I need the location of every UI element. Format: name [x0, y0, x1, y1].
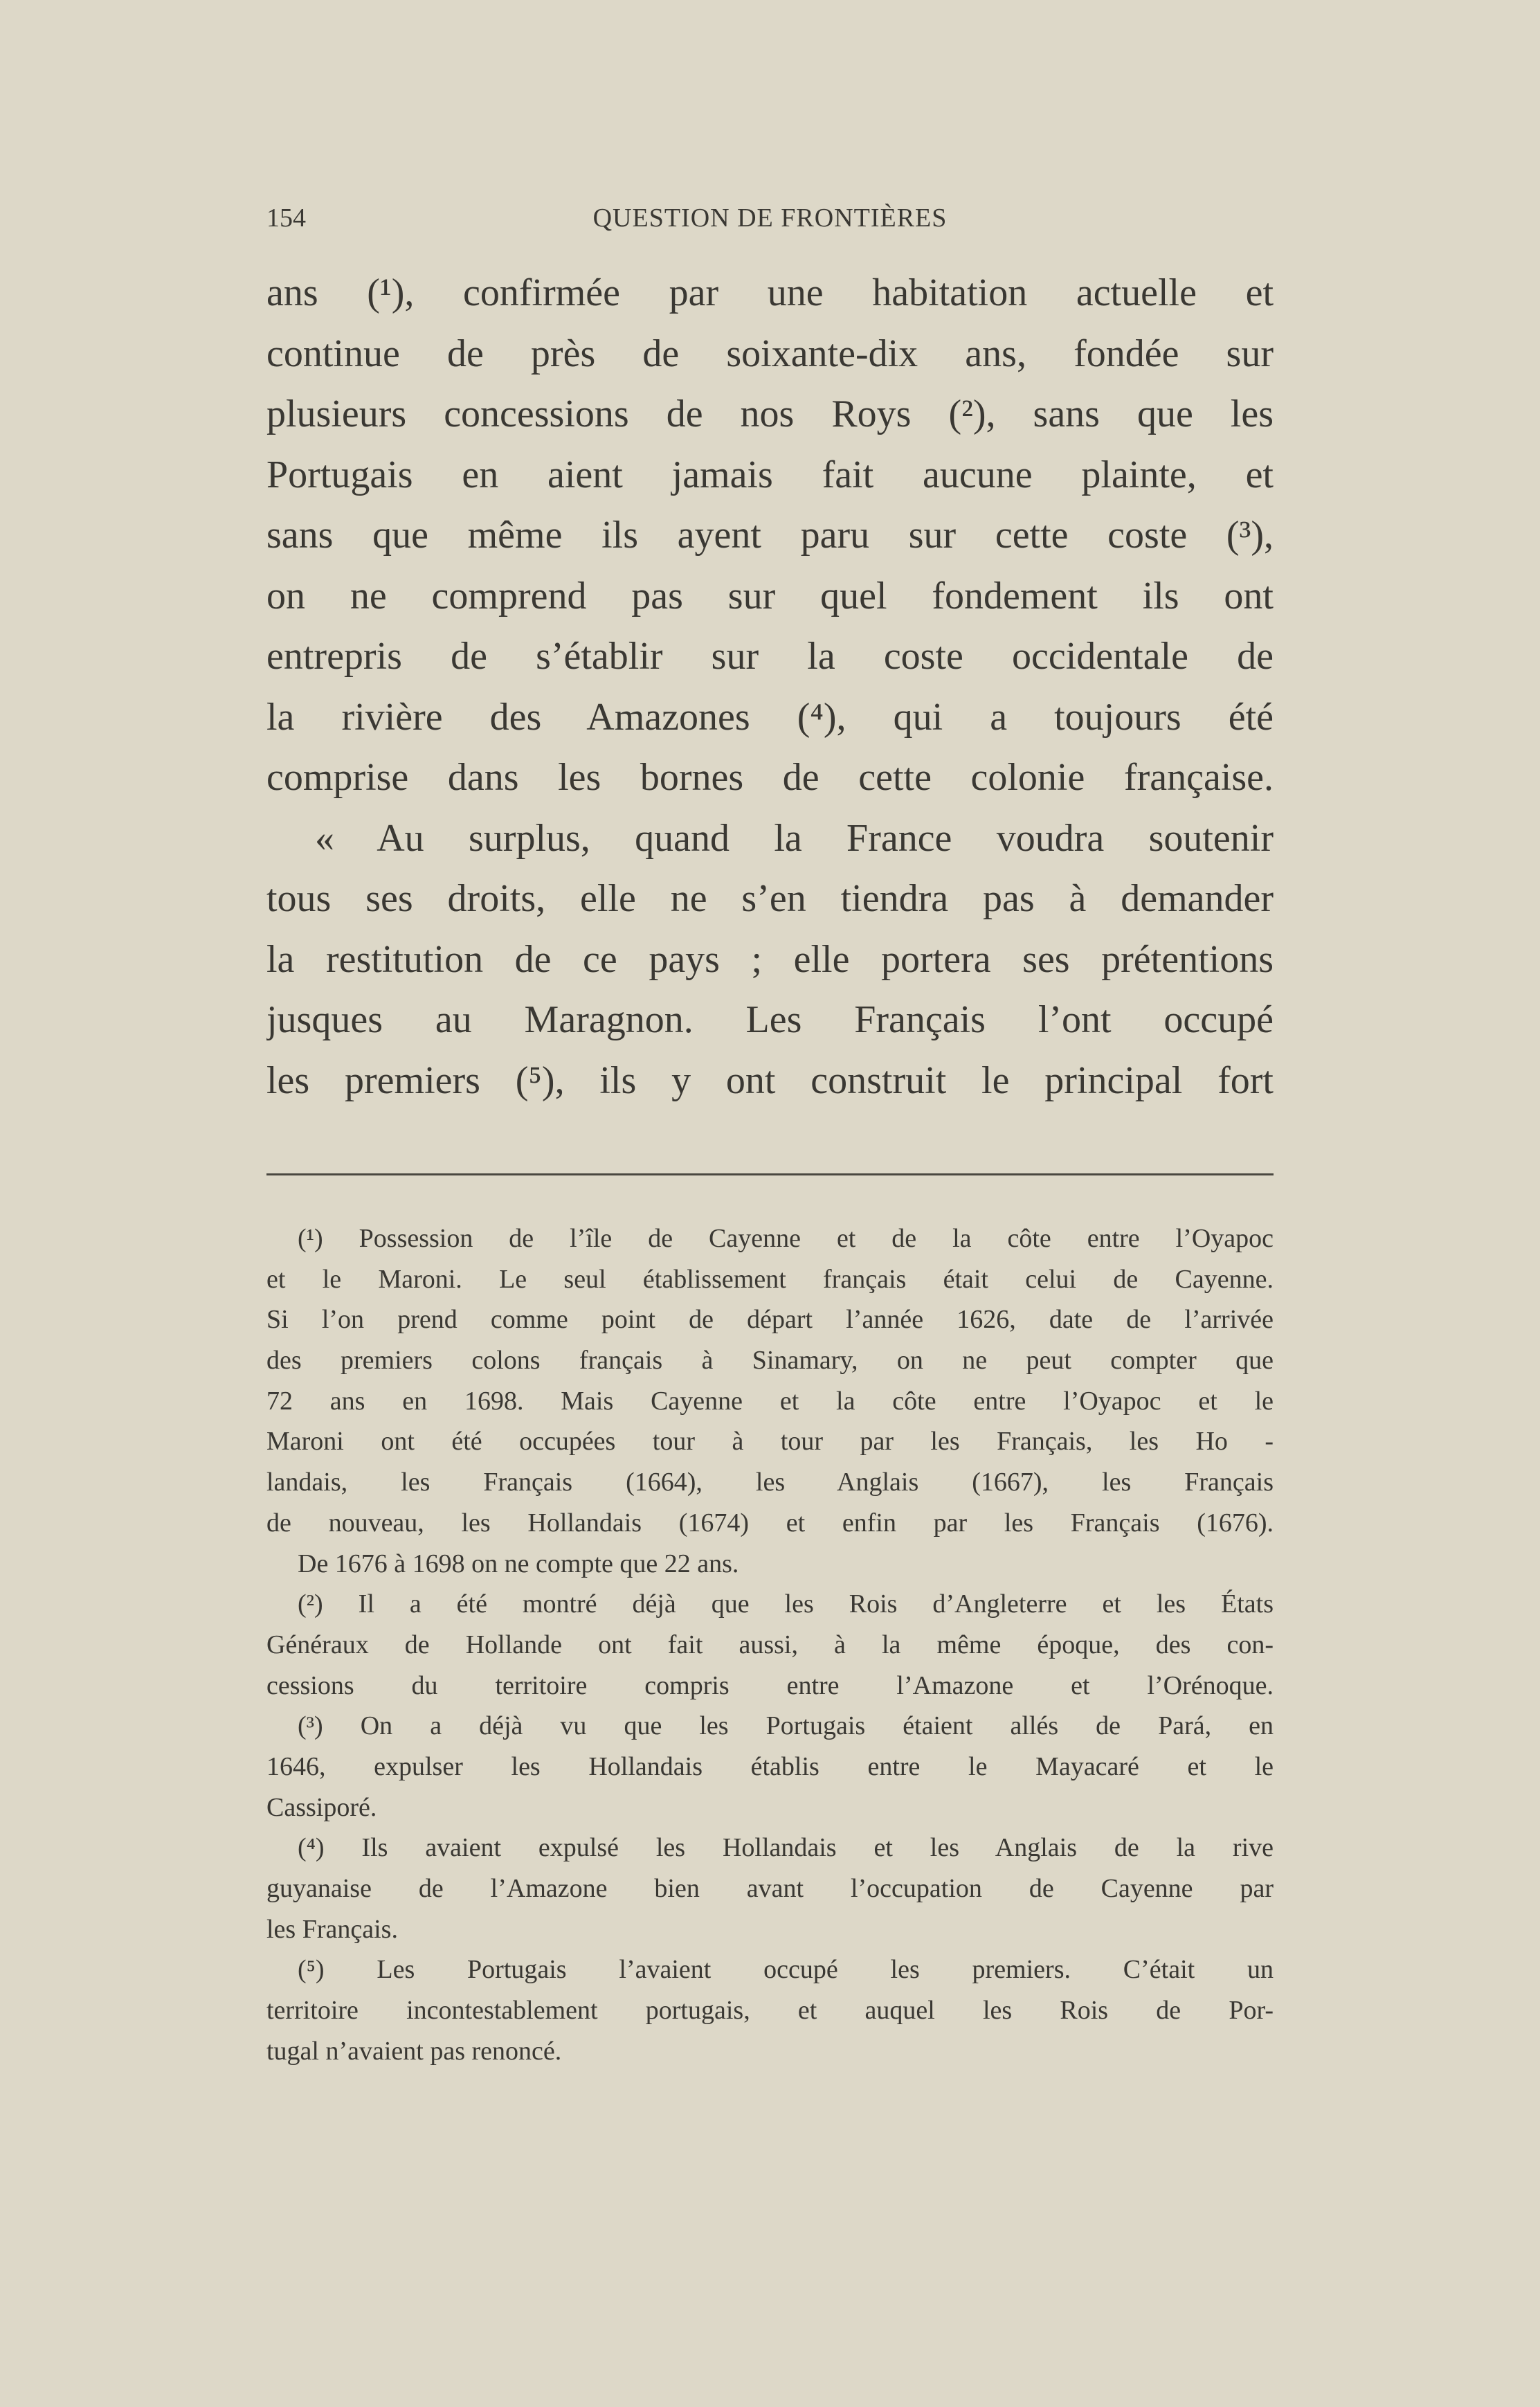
text-line: sans que même ils ayent paru sur cette coste (³),	[266, 514, 1274, 557]
text-line: tous ses droits, elle ne s’en tiendra pas à demander	[266, 877, 1274, 920]
footnote-line: De 1676 à 1698 on ne compte que 22 ans.	[298, 1549, 739, 1578]
text-line: la rivière des Amazones (⁴), qui a toujours été	[266, 695, 1274, 739]
footnote-line: guyanaise de l’Amazone bien avant l’occupation de Cayenne par	[266, 1874, 1274, 1903]
footnote-line: cessions du territoire compris entre l’Amazone et l’Orénoque.	[266, 1670, 1274, 1700]
footnote-line: 72 ans en 1698. Mais Cayenne et la côte entre l’Oyapoc et le	[266, 1386, 1274, 1416]
footnote-separator	[266, 1173, 1274, 1175]
footnote-line: Maroni ont été occupées tour à tour par les Français, les Ho -	[266, 1427, 1274, 1457]
text-line: jusques au Maragnon. Les Français l’ont occupé	[266, 998, 1274, 1041]
text-line: continue de près de soixante-dix ans, fondée sur	[266, 332, 1274, 375]
text-line: la restitution de ce pays ; elle portera ses prétentions	[266, 937, 1274, 981]
text-line: ans (¹), confirmée par une habitation actuelle et	[266, 271, 1274, 314]
page-header	[266, 197, 1274, 239]
footnote-line: (¹) Possession de l’île de Cayenne et de la côte entre l’Oyapoc	[298, 1224, 1274, 1253]
footnote-line: (²) Il a été montré déjà que les Rois d’Angleterre et les États	[298, 1589, 1274, 1619]
footnote-line: de nouveau, les Hollandais (1674) et enfin par les Français (1676).	[266, 1508, 1274, 1538]
footnote-line: territoire incontestablement portugais, et auquel les Rois de Por-	[266, 1996, 1274, 2026]
footnote-line: et le Maroni. Le seul établissement français était celui de Cayenne.	[266, 1264, 1274, 1294]
text-line: entrepris de s’établir sur la coste occidentale de	[266, 635, 1274, 678]
text-line: on ne comprend pas sur quel fondement ils ont	[266, 574, 1274, 617]
main-text	[266, 263, 1274, 1111]
footnote-line: 1646, expulser les Hollandais établis entre le Mayacaré et le	[266, 1751, 1274, 1781]
footnote-line: (⁵) Les Portugais l’avaient occupé les premiers. C’était un	[298, 1955, 1274, 1985]
footnote-line: (³) On a déjà vu que les Portugais étaient allés de Pará, en	[298, 1711, 1274, 1741]
text-line: les premiers (⁵), ils y ont construit le principal fort	[266, 1058, 1274, 1102]
footnote-line: Cassiporé.	[266, 1792, 377, 1822]
footnote-line: des premiers colons français à Sinamary, on ne peut compter que	[266, 1346, 1274, 1376]
text-line: comprise dans les bornes de cette colonie française.	[266, 756, 1274, 799]
footnote-line: tugal n’avaient pas renoncé.	[266, 2036, 562, 2066]
footnote-line: les Français.	[266, 1914, 398, 1944]
footnote-line: (⁴) Ils avaient expulsé les Hollandais et les Anglais de la rive	[298, 1833, 1274, 1863]
footnote-line: Si l’on prend comme point de départ l’année 1626, date de l’arrivée	[266, 1305, 1274, 1335]
text-line: « Au surplus, quand la France voudra soutenir	[315, 816, 1274, 860]
footnote-line: landais, les Français (1664), les Anglais (1667), les Français	[266, 1468, 1274, 1497]
page-number: 154	[266, 204, 306, 233]
footnotes	[266, 1218, 1274, 2071]
text-line: plusieurs concessions de nos Roys (²), sans que les	[266, 393, 1274, 435]
text-line: Portugais en aient jamais fait aucune plainte, et	[266, 453, 1274, 496]
footnote-line: Généraux de Hollande ont fait aussi, à la même époque, des con-	[266, 1630, 1274, 1659]
running-title: QUESTION DE FRONTIÈRES	[592, 204, 948, 233]
